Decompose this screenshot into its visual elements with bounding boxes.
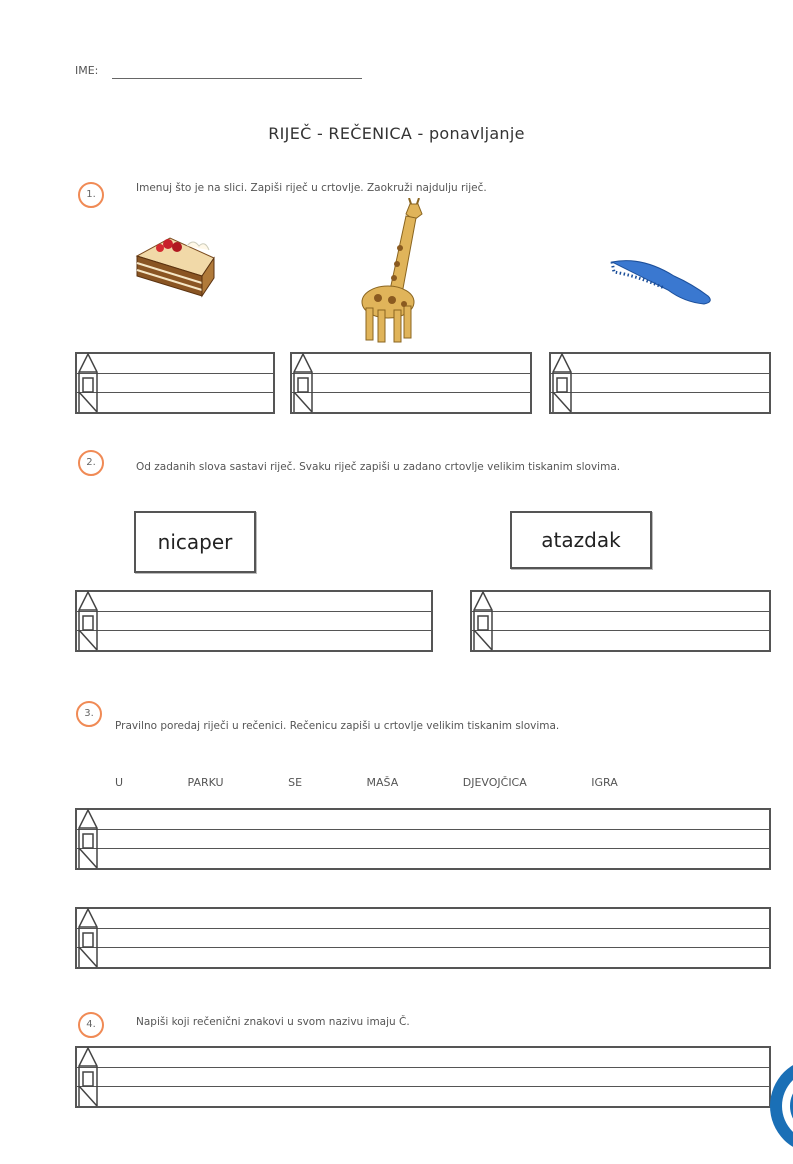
task-3-instruction: Pravilno poredaj riječi u rečenici. Rečenicu zapiši u crtovlje velikim tiskanim slovima. xyxy=(115,720,560,732)
writing-lines-2a[interactable] xyxy=(75,590,433,652)
scrambled-word-1: nicaper xyxy=(134,511,256,573)
giraffe-picture xyxy=(348,198,438,346)
house-guide-icon xyxy=(472,590,494,654)
corner-logo xyxy=(770,1058,793,1154)
writing-lines-1a[interactable] xyxy=(75,352,275,414)
house-guide-icon xyxy=(77,808,99,872)
cake-slice-picture xyxy=(132,228,222,303)
name-label: IME: xyxy=(75,64,99,77)
name-input-line[interactable] xyxy=(112,78,362,79)
task-1-number: 1. xyxy=(78,182,104,208)
task-1-instruction: Imenuj što je na slici. Zapiši riječ u crtovlje. Zaokruži najdulju riječ. xyxy=(136,182,487,194)
house-guide-icon xyxy=(77,590,99,654)
task-2-instruction: Od zadanih slova sastavi riječ. Svaku riječ zapiši u zadano crtovlje velikim tiskanim slovima. xyxy=(136,461,621,473)
task-3-number: 3. xyxy=(76,701,102,727)
writing-lines-1b[interactable] xyxy=(290,352,532,414)
house-guide-icon xyxy=(292,352,314,416)
house-guide-icon xyxy=(77,1046,99,1110)
house-guide-icon xyxy=(551,352,573,416)
task-4-number: 4. xyxy=(78,1012,104,1038)
worksheet-title: RIJEČ - REČENICA - ponavljanje xyxy=(268,124,525,143)
task-2-number: 2. xyxy=(78,450,104,476)
words-to-order: U PARKU SE MAŠA DJEVOJČICA IGRA xyxy=(115,776,618,789)
writing-lines-2b[interactable] xyxy=(470,590,771,652)
writing-lines-4[interactable] xyxy=(75,1046,771,1108)
house-guide-icon xyxy=(77,352,99,416)
scrambled-word-2: atazdak xyxy=(510,511,652,569)
comb-picture xyxy=(606,250,714,312)
writing-lines-1c[interactable] xyxy=(549,352,771,414)
task-4-instruction: Napiši koji rečenični znakovi u svom nazivu imaju Č. xyxy=(136,1016,410,1028)
writing-lines-3b[interactable] xyxy=(75,907,771,969)
writing-lines-3a[interactable] xyxy=(75,808,771,870)
house-guide-icon xyxy=(77,907,99,971)
